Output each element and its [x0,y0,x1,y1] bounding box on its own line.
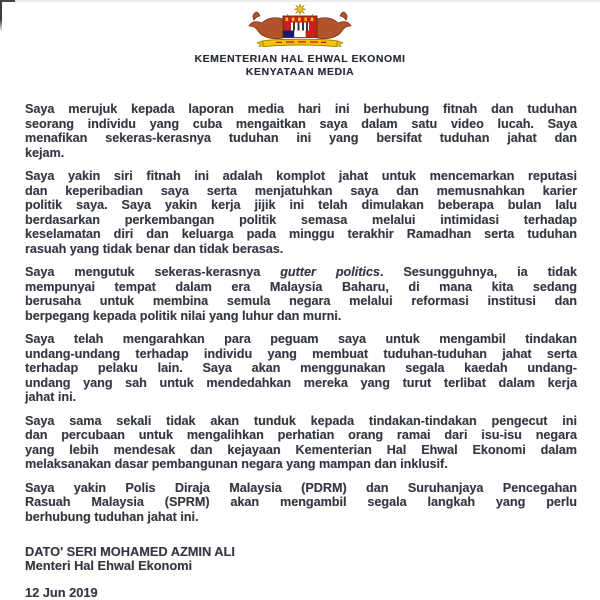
ministry-name: KEMENTERIAN HAL EHWAL EKONOMI [194,53,406,65]
paragraph-line: undang yang sah untuk mendedahkan mereka yang turut terlibat dalam kerja [25,375,577,390]
paragraph-line: politik saya. Saya yakin kerja jijik ini telah dimulakan beberapa bulan lalu [25,198,577,212]
paragraph-line: dan keperibadian saya serta menjatuhkan saya dan memusnahkan karier [25,183,577,198]
paragraph-line: seorang individu yang cuba mengaitkan saya dalam satu video lucah. Saya [25,116,577,131]
paragraph [25,481,577,525]
press-statement-body [25,102,577,533]
paragraph-line: Saya yakin siri fitnah ini adalah komplot jahat untuk mencemarkan reputasi [25,169,577,183]
statement-date: 12 Jun 2019 [25,585,98,600]
paragraph-line: terhadap pelaku lain. Saya akan menggunakan segala kaedah undang- [25,361,577,375]
malaysia-coat-of-arms-icon [242,3,358,50]
scan-artifact-corner-horizontal [0,0,15,2]
paragraph [25,265,577,323]
paragraph [25,414,577,472]
paragraph-line: undang-undang terhadap individu yang membuat tuduhan-tuduhan jahat serta [25,346,577,361]
paragraph-line: kejam. [25,145,65,160]
signatory-name: DATO' SERI MOHAMED AZMIN ALI [25,544,235,559]
scan-artifact-corner-vertical [0,0,2,32]
signatory-title: Menteri Hal Ehwal Ekonomi [25,558,193,573]
paragraph-line: Saya sama sekali tidak akan tunduk kepada tindakan-tindakan pengecut ini [25,413,577,428]
paragraph-line: Saya yakin Polis Diraja Malaysia (PDRM) dan Suruhanjaya Pencegahan [25,480,577,495]
paragraph-line: melaksanakan dasar pembangunan negara yang mampan dan inklusif. [25,457,448,471]
scan-artifact-top-line [0,0,600,2]
paragraph-line: menafikan sekeras-kerasnya tuduhan ini yang bersifat tuduhan jahat dan [25,131,577,145]
paragraph-line: Saya merujuk kepada laporan media hari ini berhubung fitnah dan tuduhan [25,102,577,116]
paragraph-line: berhubung tuduhan jahat ini. [25,509,199,524]
paragraph-line: rasuah yang tidak benar dan tidak berasas. [25,241,284,256]
paragraph-line: Rasuah Malaysia (SPRM) akan mengambil segala langkah yang perlu [25,495,577,509]
paragraph-line: mempunyai tempat dalam era Malaysia Baharu, di mana kita sedang [25,279,577,294]
paragraph-line: berusaha untuk membina semula negara melalui reformasi institusi dan [25,294,577,308]
signature-block [25,545,235,600]
paragraph-line: yang lebih mendesak dan kejayaan Kementerian Hal Ehwal Ekonomi dalam [25,442,577,457]
paragraph-line: berpegang kepada politik nilai yang luhur dan murni. [25,308,342,323]
letterhead [0,53,600,78]
document-type-title: KENYATAAN MEDIA [245,65,355,78]
paragraph [25,332,577,405]
paragraph-line: berdasarkan perkembangan politik semasa melalui intimidasi terhadap [25,212,577,227]
paragraph-line: dan percubaan untuk mengalihkan perhatian orang ramai dari isu-isu negara [25,428,577,442]
paragraph-line: jahat ini. [25,390,77,404]
paragraph [25,169,577,256]
paragraph-line: Saya telah mengarahkan para peguam saya untuk mengambil tindakan [25,332,577,346]
paragraph-line: keselamatan diri dan keluarga pada minggu terakhir Ramadhan serta tuduhan [25,227,577,241]
paragraph-line: Saya mengutuk sekeras-kerasnya gutter politics. Sesungguhnya, ia tidak [25,265,577,279]
paragraph [25,102,577,160]
